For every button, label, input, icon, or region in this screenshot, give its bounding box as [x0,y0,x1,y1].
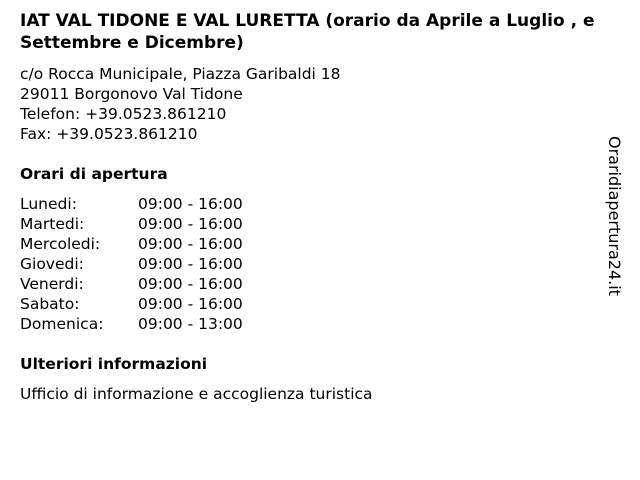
time-range: 09:00 - 16:00 [138,195,243,213]
watermark-text: Oraridiapertura24.it [605,136,624,296]
hours-row-mercoledi [20,234,610,254]
page-title: IAT VAL TIDONE E VAL LURETTA (orario da Aprile a Luglio , e Settembre e Dicembre) [20,11,595,53]
phone-number: Telefon: +39.0523.861210 [20,105,227,123]
day-label: Lunedi: [20,195,77,213]
time-range: 09:00 - 16:00 [138,255,243,273]
day-label: Sabato: [20,295,80,313]
fax-number: Fax: +39.0523.861210 [20,125,198,143]
time-range: 09:00 - 16:00 [138,295,243,313]
day-label: Giovedi: [20,255,84,273]
day-label: Martedi: [20,215,85,233]
time-range: 09:00 - 13:00 [138,315,243,333]
opening-hours-table [20,194,610,334]
hours-row-venerdi [20,274,610,294]
hours-row-domenica [20,314,610,334]
hours-row-lunedi [20,194,610,214]
day-label: Venerdi: [20,275,84,293]
time-range: 09:00 - 16:00 [138,235,243,253]
hours-row-sabato [20,294,610,314]
address-line-city: 29011 Borgonovo Val Tidone [20,85,243,103]
day-label: Mercoledi: [20,235,101,253]
address-block [20,64,610,144]
content [20,10,610,404]
hours-row-martedi [20,214,610,234]
opening-hours-heading: Orari di apertura [20,165,168,183]
address-line-street: c/o Rocca Municipale, Piazza Garibaldi 18 [20,65,341,83]
more-info-text: Ufficio di informazione e accoglienza turistica [20,385,373,403]
watermark [605,136,636,308]
time-range: 09:00 - 16:00 [138,275,243,293]
day-label: Domenica: [20,315,104,333]
more-info-heading: Ulteriori informazioni [20,355,208,373]
hours-row-giovedi [20,254,610,274]
time-range: 09:00 - 16:00 [138,215,243,233]
